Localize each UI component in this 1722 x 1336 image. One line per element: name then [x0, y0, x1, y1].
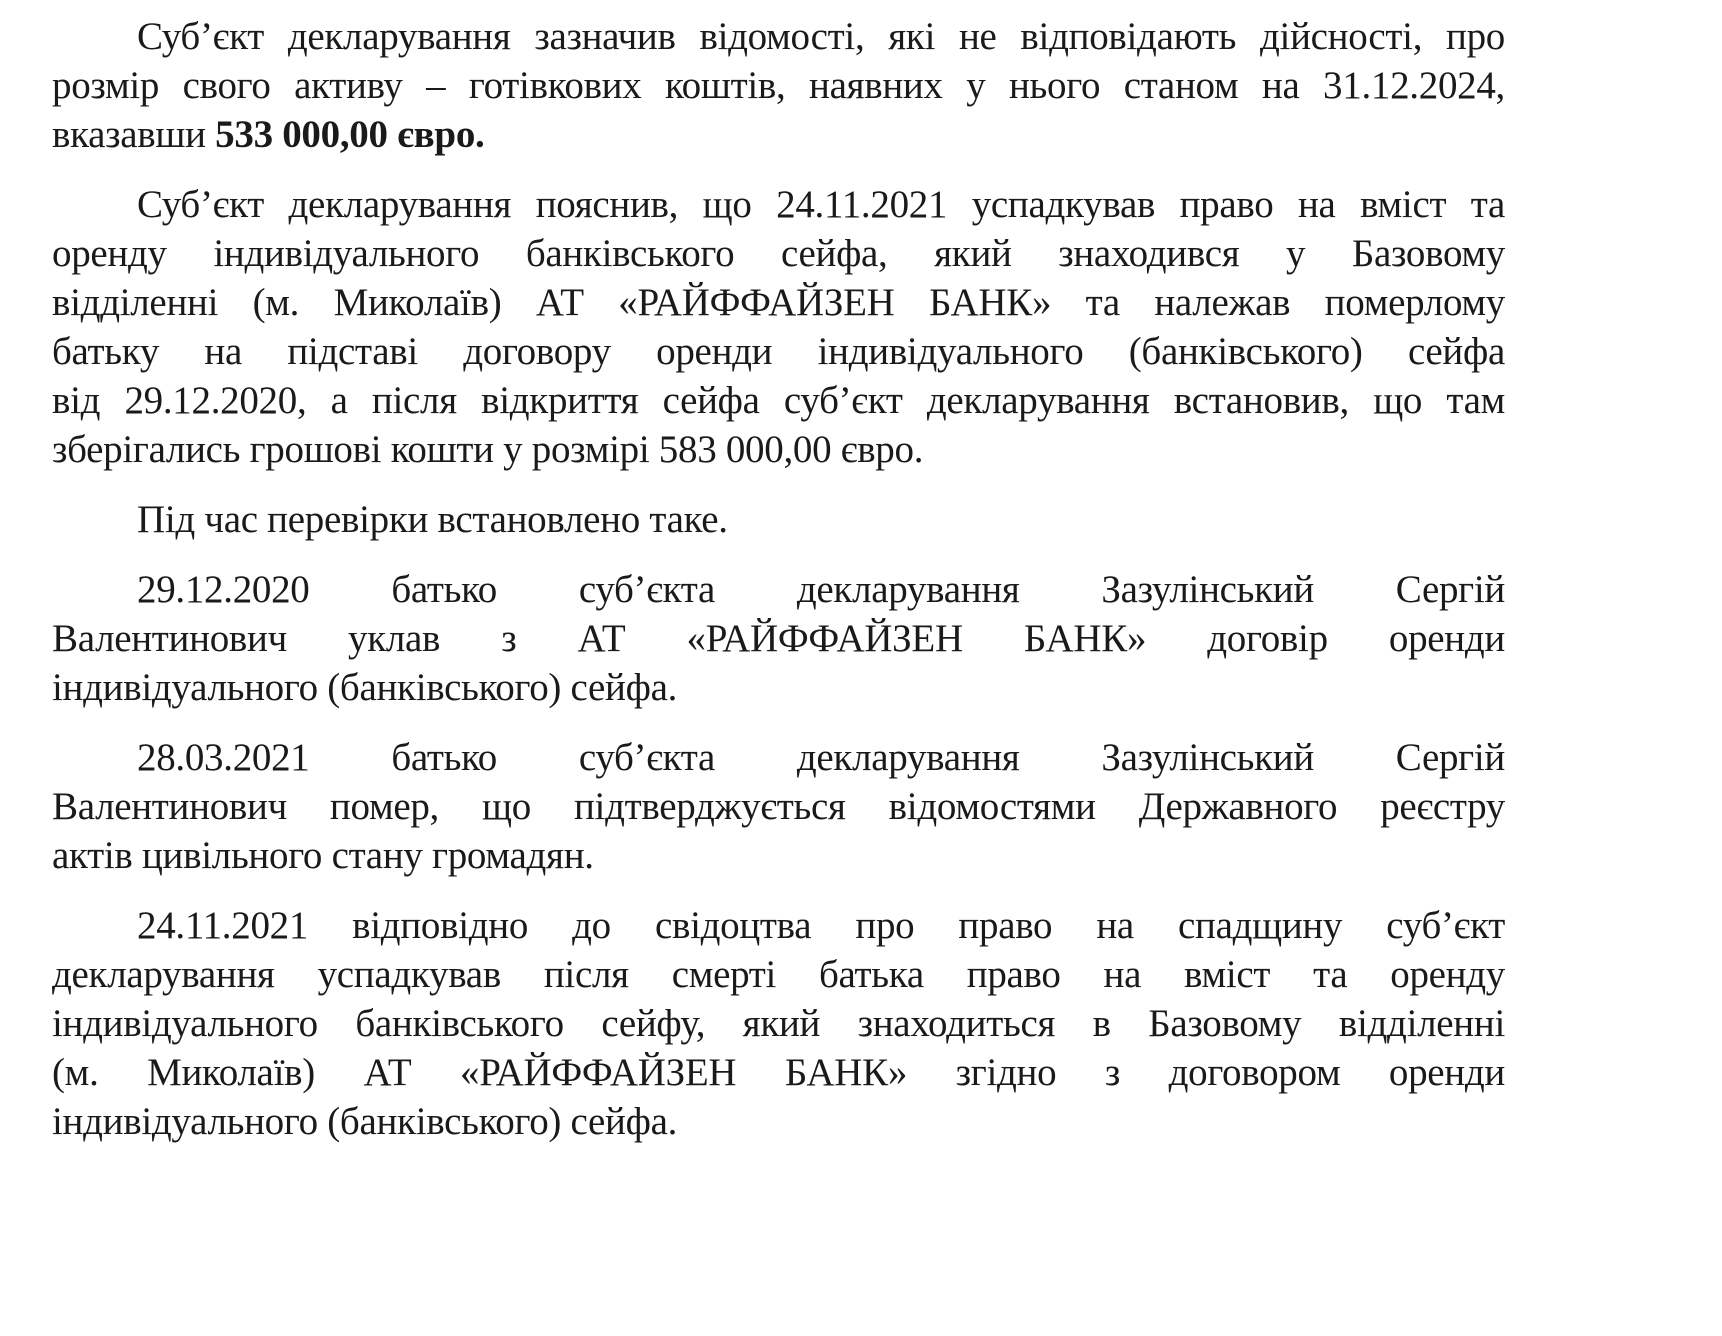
text-line: (м. Миколаїв) АТ «РАЙФФАЙЗЕН БАНК» згідно з договором оренди	[52, 1051, 1505, 1094]
text-line: зберігались грошові кошти у розмірі 583 000,00 євро.	[52, 428, 924, 471]
paragraph-contract-2020	[52, 565, 1505, 712]
text-line: Валентинович помер, що підтверджується відомостями Державного реєстру	[52, 785, 1505, 828]
text-line: відділенні (м. Миколаїв) АТ «РАЙФФАЙЗЕН БАНК» та належав померлому	[52, 281, 1505, 324]
text-line	[52, 110, 1505, 159]
text-line: оренду індивідуального банківського сейфа, який знаходився у Базовому	[52, 232, 1505, 275]
paragraph-death-2021	[52, 733, 1505, 880]
text-line: індивідуального банківського сейфу, який знаходиться в Базовому відділенні	[52, 1002, 1505, 1045]
text-line: 29.12.2020 батько суб’єкта декларування Зазулінський Сергій	[137, 568, 1505, 611]
document-page	[52, 12, 1505, 1167]
text-line: Під час перевірки встановлено таке.	[137, 498, 728, 541]
text-line: 24.11.2021 відповідно до свідоцтва про право на спадщину суб’єкт	[137, 904, 1505, 947]
paragraph-declared-cash	[52, 12, 1505, 159]
text-line: індивідуального (банківського) сейфа.	[52, 666, 678, 709]
paragraph-explanation	[52, 180, 1505, 474]
declared-amount: 533 000,00 євро.	[215, 113, 485, 156]
text-line: розмір свого активу – готівкових коштів, наявних у нього станом на 31.12.2024,	[52, 64, 1505, 107]
text-line: 28.03.2021 батько суб’єкта декларування Зазулінський Сергій	[137, 736, 1505, 779]
paragraph-verification-intro	[52, 495, 1505, 544]
text-line: від 29.12.2020, а після відкриття сейфа суб’єкт декларування встановив, що там	[52, 379, 1505, 422]
text-line: актів цивільного стану громадян.	[52, 834, 594, 877]
text-line: батьку на підставі договору оренди індивідуального (банківського) сейфа	[52, 330, 1505, 373]
text-line: Валентинович уклав з АТ «РАЙФФАЙЗЕН БАНК» договір оренди	[52, 617, 1505, 660]
text-line: декларування успадкував після смерті батька право на вміст та оренду	[52, 953, 1505, 996]
text-line: Суб’єкт декларування зазначив відомості, які не відповідають дійсності, про	[137, 15, 1505, 58]
paragraph-inheritance-2021	[52, 901, 1505, 1146]
text-run: вказавши	[52, 113, 216, 156]
text-line: Суб’єкт декларування пояснив, що 24.11.2021 успадкував право на вміст та	[137, 183, 1505, 226]
text-line: індивідуального (банківського) сейфа.	[52, 1100, 678, 1143]
